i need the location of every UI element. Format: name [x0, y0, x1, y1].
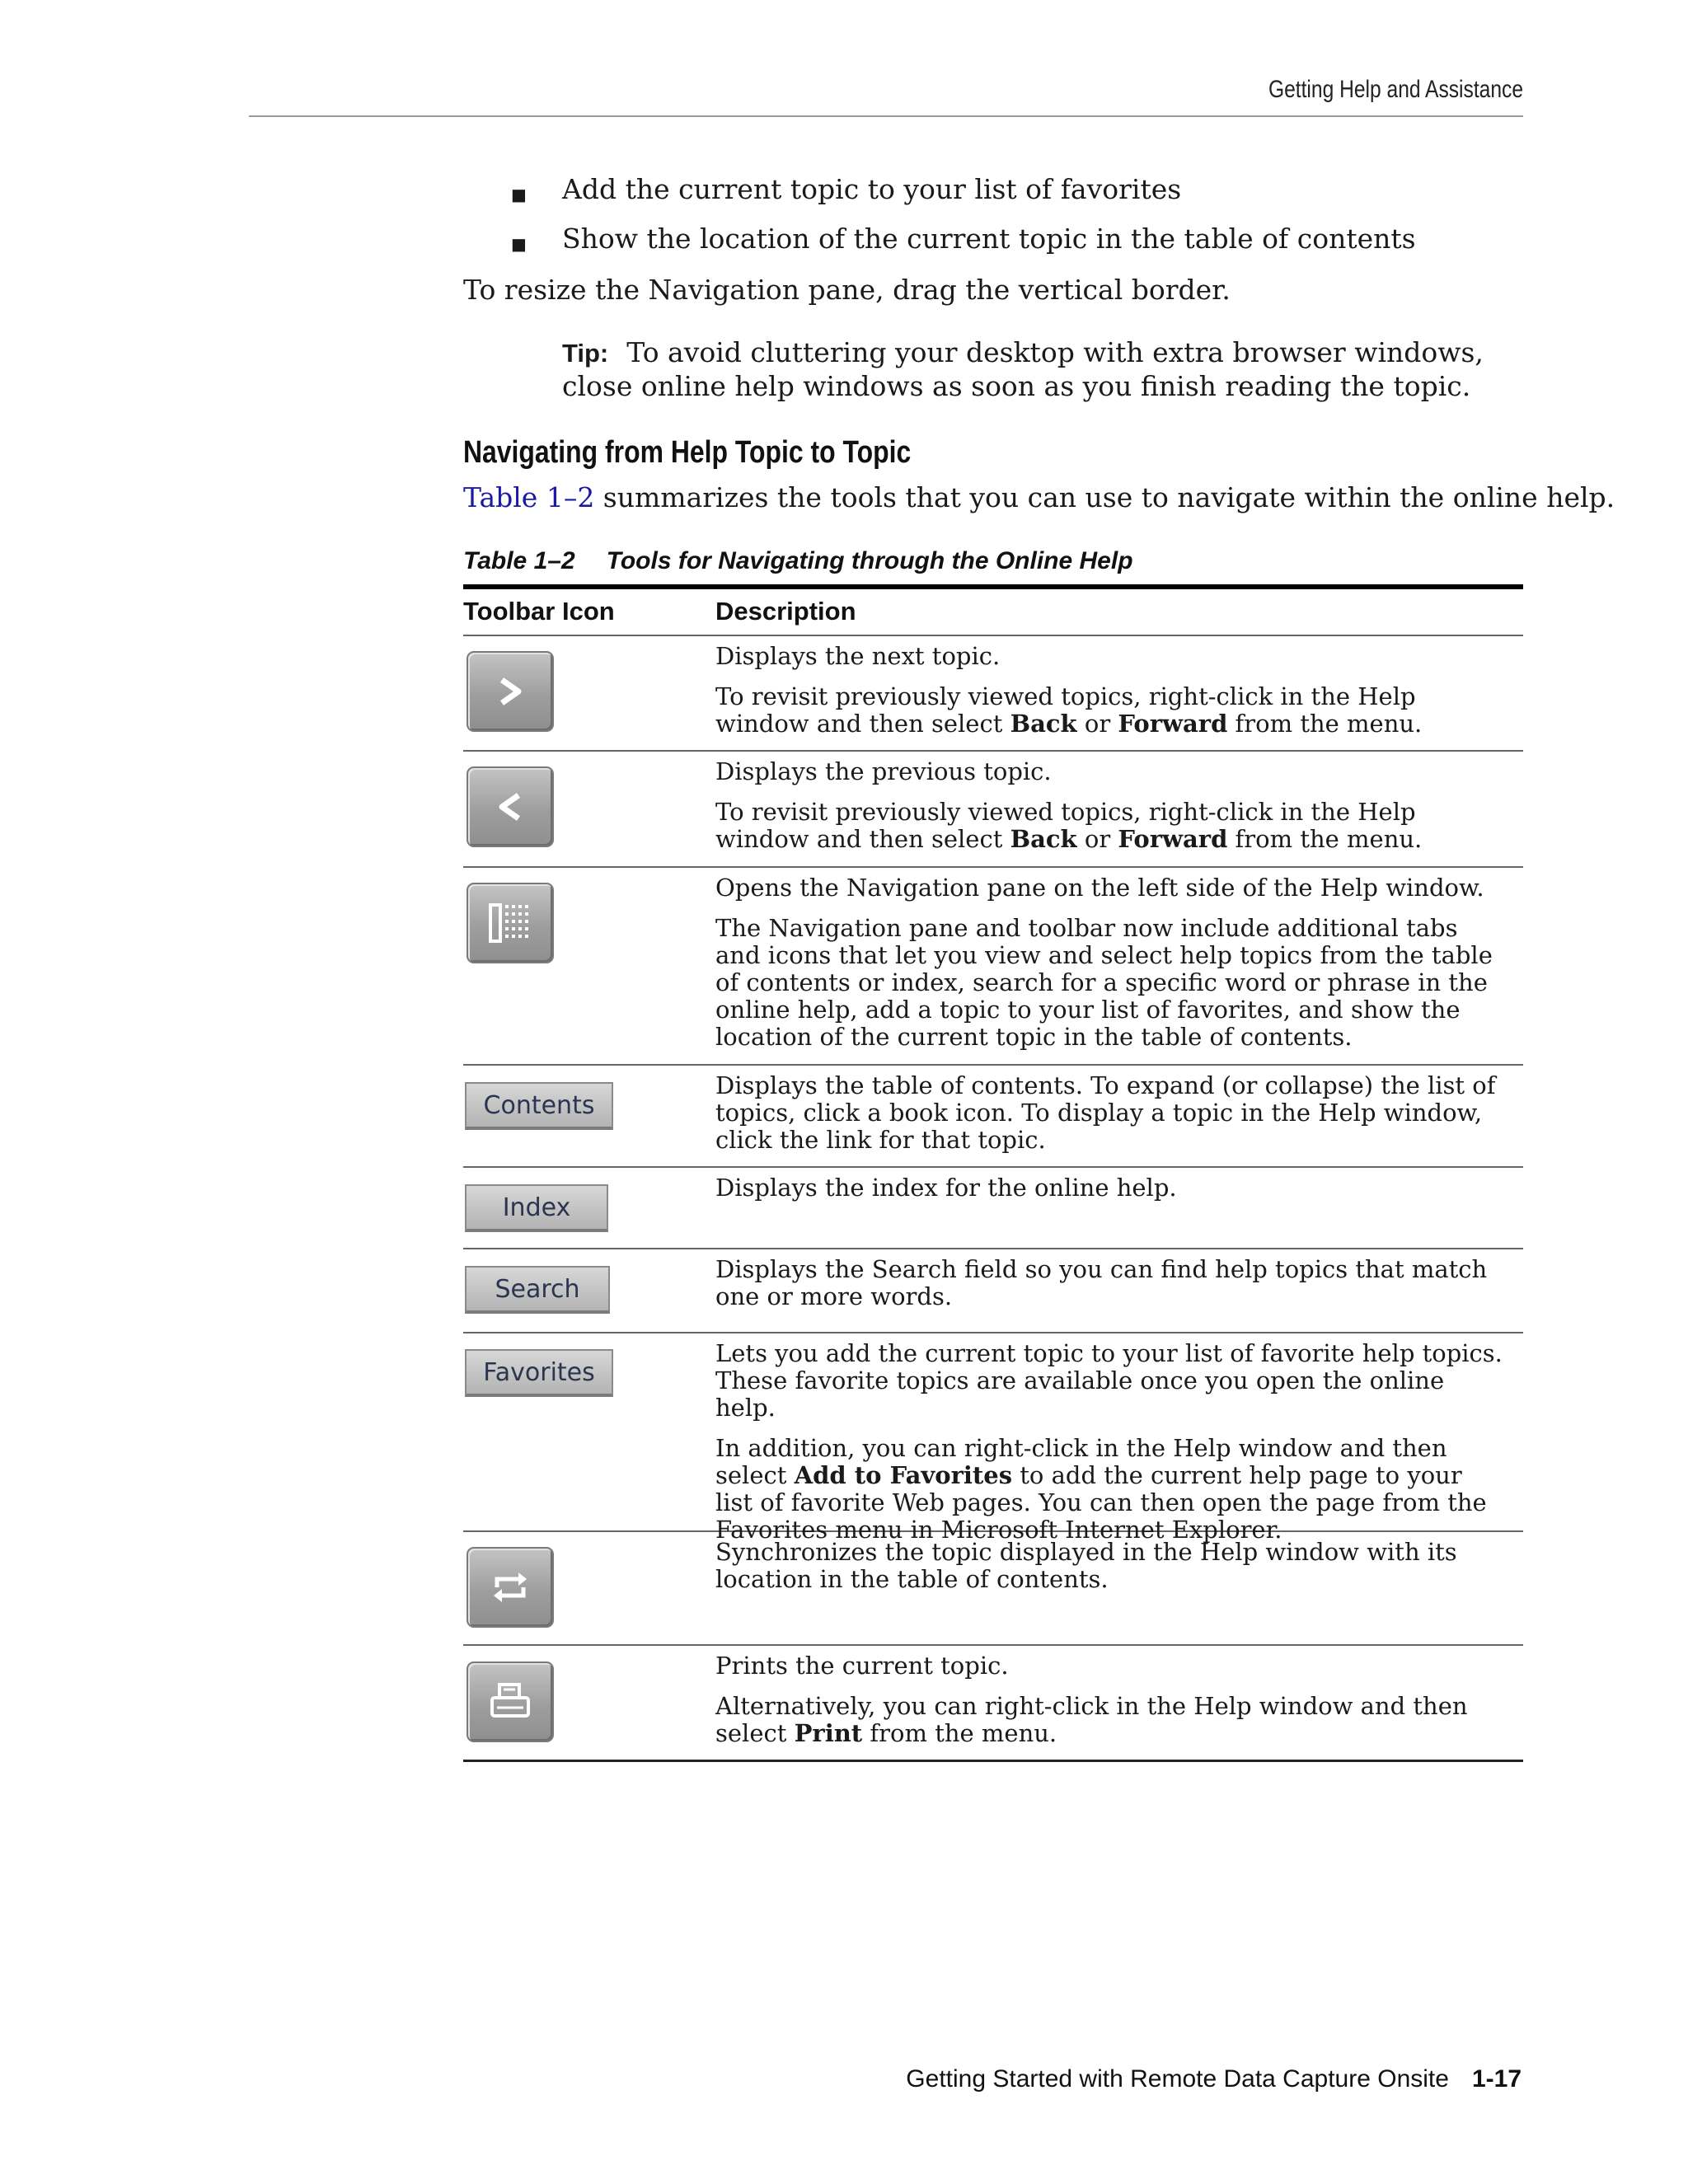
running-header: Getting Help and Assistance [1268, 76, 1523, 103]
menu-item-back: Back [1010, 825, 1077, 853]
table-row-description [715, 643, 1507, 751]
table-row-description [715, 1174, 1507, 1215]
table-row-divider [463, 1644, 1523, 1646]
section-heading: Navigating from Help Topic to Topic [463, 435, 912, 470]
description-paragraph: Displays the index for the online help. [715, 1174, 1177, 1202]
column-header-description: Description [715, 597, 856, 626]
table-row-divider [463, 1248, 1523, 1249]
page-footer [906, 2065, 1522, 2093]
footer-book-title: Getting Started with Remote Data Capture Onsite [906, 2065, 1449, 2093]
tab-search[interactable]: Search [465, 1266, 610, 1314]
description-paragraph: Prints the current topic. [715, 1652, 1009, 1680]
description-paragraph: Displays the Search field so you can find help topics that match one or more words. [715, 1255, 1488, 1310]
description-paragraph: Displays the next topic. [715, 642, 1001, 670]
previous-arrow-icon [494, 790, 527, 823]
table-row-divider [463, 1064, 1523, 1066]
print-icon [487, 1680, 533, 1723]
menu-item-forward: Forward [1118, 710, 1228, 738]
description-paragraph: Opens the Navigation pane on the left side of the Help window. [715, 874, 1484, 902]
menu-item-print: Print [794, 1719, 863, 1747]
navigation-pane-icon [487, 902, 533, 944]
table-row-description [715, 1539, 1507, 1606]
table-row-description [715, 1652, 1507, 1760]
print-button[interactable] [467, 1661, 554, 1742]
tip-text-line2: close online help windows as soon as you finish reading the topic. [562, 370, 1471, 402]
table-row-description [715, 1256, 1507, 1324]
tab-contents[interactable]: Contents [465, 1082, 613, 1130]
menu-item-back: Back [1010, 710, 1077, 738]
description-paragraph: Alternatively, you can right-click in the Help window and then select Print from the menu. [715, 1692, 1468, 1747]
section-summary-text: summarizes the tools that you can use to navigate within the online help. [594, 481, 1615, 513]
table-top-rule [463, 584, 1523, 589]
description-paragraph: The Navigation pane and toolbar now include additional tabs and icons that let you view and select help topics from the table of contents or index, search for a specific word or phrase in the online help, add a topic to your list of favorites, and show the location of the current topic in the table of contents. [715, 914, 1493, 1051]
next-arrow-icon [494, 675, 527, 708]
bullet-item: Show the location of the current topic in the table of contents [562, 223, 1416, 255]
table-row-divider [463, 1332, 1523, 1333]
page-number: 1-17 [1471, 2065, 1522, 2093]
show-navigation-pane-button[interactable] [467, 883, 554, 963]
section-summary [463, 481, 1615, 514]
tip-label: Tip: [562, 339, 609, 368]
synchronize-toc-button[interactable] [467, 1547, 554, 1628]
bullet-marker: ■ [511, 185, 527, 204]
tab-favorites[interactable]: Favorites [465, 1349, 613, 1397]
table-row-description [715, 1072, 1507, 1167]
table-row-divider [463, 866, 1523, 868]
table-row-divider [463, 635, 1523, 636]
tab-index[interactable]: Index [465, 1184, 608, 1232]
previous-topic-button[interactable] [467, 766, 554, 847]
header-divider [249, 115, 1523, 117]
table-row-description [715, 874, 1507, 1064]
description-paragraph: To revisit previously viewed topics, right-click in the Help window and then select Back or Forward from the menu. [715, 798, 1423, 853]
description-paragraph: Synchronizes the topic displayed in the Help window with its location in the table of contents. [715, 1538, 1457, 1593]
bullet-item: Add the current topic to your list of favorites [562, 173, 1182, 205]
bullet-marker: ■ [511, 234, 527, 254]
table-row-description [715, 1340, 1507, 1557]
menu-item-forward: Forward [1118, 825, 1228, 853]
description-paragraph: Lets you add the current topic to your list of favorite help topics. These favorite topics are available once you open the online help. [715, 1339, 1503, 1422]
synchronize-icon [489, 1566, 532, 1609]
resize-instruction: To resize the Navigation pane, drag the vertical border. [463, 274, 1231, 306]
table-row-description [715, 758, 1507, 866]
table-caption [463, 547, 1133, 575]
description-paragraph: Displays the previous topic. [715, 757, 1052, 785]
table-cross-reference-link[interactable]: Table 1–2 [463, 481, 595, 513]
menu-item-add-to-favorites: Add to Favorites [794, 1461, 1013, 1489]
table-caption-number: Table 1–2 [463, 547, 575, 574]
tip-text-line1: To avoid cluttering your desktop with extra browser windows, [626, 336, 1484, 368]
next-topic-button[interactable] [467, 651, 554, 732]
description-paragraph: In addition, you can right-click in the Help window and then select Add to Favorites to add the current help page to your list of favorite Web pages. You can then open the page from the Favorites menu in Microsoft Internet Explorer. [715, 1434, 1487, 1544]
column-header-toolbar-icon: Toolbar Icon [463, 597, 615, 626]
tip-note [562, 336, 1510, 403]
table-caption-title: Tools for Navigating through the Online Help [606, 547, 1133, 574]
description-paragraph: To revisit previously viewed topics, right-click in the Help window and then select Back or Forward from the menu. [715, 682, 1423, 738]
description-paragraph: Displays the table of contents. To expand (or collapse) the list of topics, click a book icon. To display a topic in the Help window, click the link for that topic. [715, 1071, 1496, 1154]
